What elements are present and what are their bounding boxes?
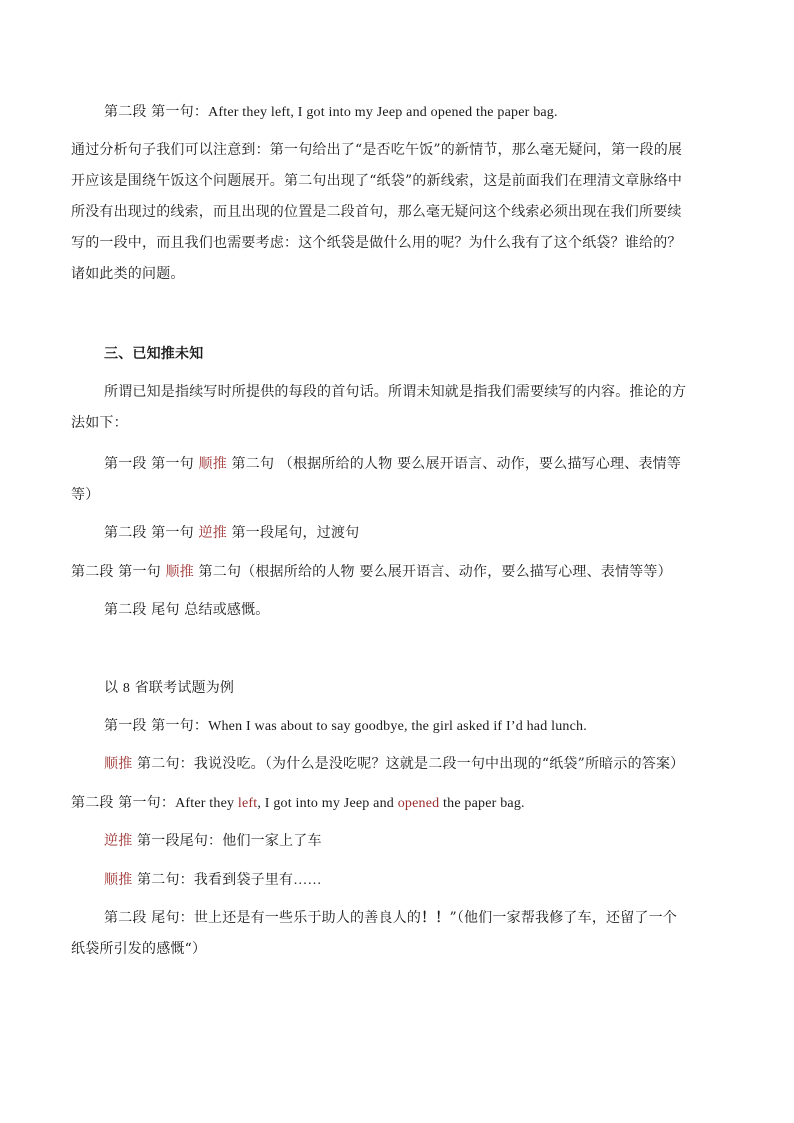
highlight-word: opened bbox=[397, 796, 440, 811]
example-title-text: 省联考试题为例 bbox=[130, 680, 235, 696]
intro-line-2: 法如下： bbox=[71, 415, 128, 431]
section2-sentence1 bbox=[104, 102, 558, 123]
method-text: 第二句（根据所给的人物 要么展开语言、动作，要么描写心理、表情等等） bbox=[193, 564, 672, 580]
highlight-word: left bbox=[237, 796, 258, 811]
method-keyword-reverse: 逆推 bbox=[198, 525, 227, 541]
intro-line-1: 所谓已知是指续写时所提供的每段的首句话。所谓未知就是指我们需要续写的内容。推论的方 bbox=[104, 384, 687, 400]
example-sentence-6-cont: 纸袋所引发的感慨“） bbox=[71, 941, 207, 957]
sentence-label: 第一段 第一句： bbox=[104, 718, 209, 734]
method-line-2 bbox=[104, 523, 359, 543]
sentence-label: 第二段 第一句： bbox=[71, 795, 176, 811]
method-text: 第一段尾句，过渡句 bbox=[226, 525, 360, 541]
exclamation: ！！ bbox=[421, 910, 450, 926]
sentence-text: 第一段尾句：他们一家上了车 bbox=[132, 833, 322, 849]
sentence-text: After they left, I got into my Jeep and opened the paper bag. bbox=[208, 105, 558, 120]
method-keyword-forward: 顺推 bbox=[165, 564, 194, 580]
sentence-text: When I was about to say goodbye, the girl asked if I’d had lunch. bbox=[208, 719, 587, 734]
method-line-3 bbox=[71, 562, 672, 582]
method-text: 第一段 第一句 bbox=[104, 456, 199, 472]
analysis-line-1: 通过分析句子我们可以注意到：第一句给出了“是否吃午饭”的新情节，那么毫无疑问，第一段的展 bbox=[71, 142, 683, 158]
sentence-text: ”（他们一家帮我修了车，还留了一个 bbox=[449, 910, 678, 926]
sentence-text: After they bbox=[175, 796, 238, 811]
analysis-line-4: 写的一段中，而且我们也需要考虑：这个纸袋是做什么用的呢？为什么我有了这个纸袋？谁给的？ bbox=[71, 235, 682, 251]
method-keyword-forward: 顺推 bbox=[198, 456, 227, 472]
method-line-4: 第二段 尾句 总结或感慨。 bbox=[104, 602, 270, 618]
method-text: 第二段 第一句 bbox=[71, 564, 166, 580]
section-heading: 三、已知推未知 bbox=[104, 346, 204, 362]
example-sentence-1 bbox=[104, 716, 587, 737]
method-text: 第二段 第一句 bbox=[104, 525, 199, 541]
example-sentence-5 bbox=[104, 870, 322, 891]
example-title-text: 以 bbox=[104, 680, 123, 696]
example-title-number: 8 bbox=[122, 681, 131, 696]
keyword-forward: 顺推 bbox=[104, 872, 133, 888]
sentence-label: 第二段 第一句： bbox=[104, 104, 209, 120]
keyword-reverse: 逆推 bbox=[104, 833, 133, 849]
sentence-text: the paper bag. bbox=[439, 796, 525, 811]
example-sentence-6 bbox=[104, 908, 677, 928]
sentence-text: , I got into my Jeep and bbox=[257, 796, 398, 811]
example-sentence-4 bbox=[104, 831, 322, 851]
example-sentence-2 bbox=[104, 754, 684, 774]
ellipsis: …… bbox=[293, 873, 322, 888]
method-line-1 bbox=[104, 454, 681, 474]
method-line-1-cont: 等） bbox=[71, 487, 100, 503]
example-title bbox=[104, 678, 234, 699]
analysis-line-3: 所没有出现过的线索，而且出现的位置是二段首句，那么毫无疑问这个线索必须出现在我们所要续 bbox=[71, 204, 682, 220]
method-text: 第二句 （根据所给的人物 要么展开语言、动作，要么描写心理、表情等 bbox=[226, 456, 682, 472]
keyword-forward: 顺推 bbox=[104, 756, 133, 772]
analysis-line-2: 开应该是围绕午饭这个问题展开。第二句出现了“纸袋”的新线索，这是前面我们在理清文章脉络中 bbox=[71, 173, 683, 189]
sentence-text: 第二句：我说没吃。（为什么是没吃呢？这就是二段一句中出现的“纸袋”所暗示的答案） bbox=[132, 756, 685, 772]
sentence-text: 第二句：我看到袋子里有 bbox=[132, 872, 294, 888]
analysis-line-5: 诸如此类的问题。 bbox=[71, 266, 185, 282]
example-sentence-3 bbox=[71, 793, 525, 814]
sentence-text: 第二段 尾句：世上还是有一些乐于助人的善良人的 bbox=[104, 910, 422, 926]
